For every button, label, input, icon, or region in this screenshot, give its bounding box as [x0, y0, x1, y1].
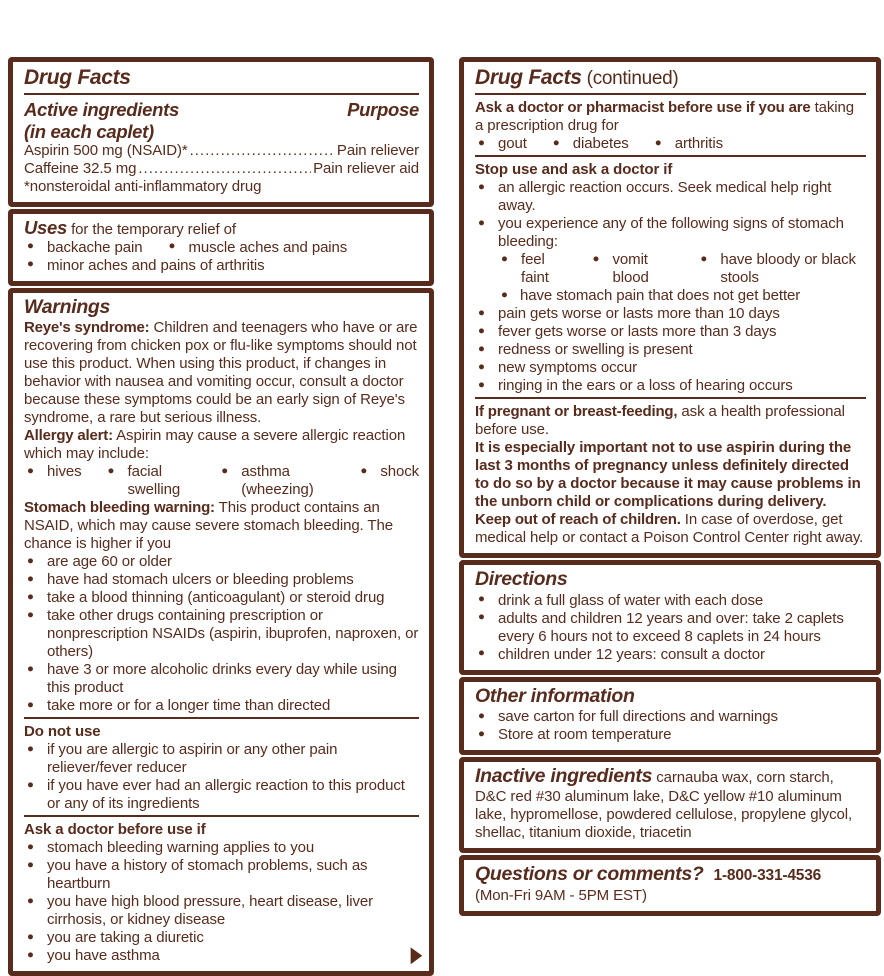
bullet-item: ● you have asthma	[24, 947, 419, 965]
divider	[475, 397, 866, 399]
divider	[475, 93, 866, 95]
bullet-item: ● shock	[360, 463, 419, 499]
divider	[475, 155, 866, 157]
ingredient-row	[24, 142, 419, 160]
dot-leader	[190, 142, 335, 160]
bullet-item: ● drink a full glass of water with each dose	[475, 592, 866, 610]
bullet-item: ● adults and children 12 years and over: take 2 caplets every 6 hours not to exceed 8 caplets in 24 hours	[475, 610, 866, 646]
questions-box	[459, 855, 881, 915]
warnings-box	[8, 288, 434, 976]
bullet-item: ● have had stomach ulcers or bleeding problems	[24, 571, 419, 589]
bullet-item: ● children under 12 years: consult a doctor	[475, 646, 866, 664]
bullet-item: ● fever gets worse or lasts more than 3 days	[475, 323, 866, 341]
bullet-item: ● hives	[27, 463, 82, 499]
inactive-ingredients-heading: Inactive ingredients	[475, 765, 653, 788]
bullet-item: ● take a blood thinning (anticoagulant) or steroid drug	[24, 589, 419, 607]
bullet-item: ● are age 60 or older	[24, 553, 419, 571]
allergy-bullet-row	[24, 463, 419, 499]
other-information-box	[459, 677, 881, 755]
bullet-item: ● take more or for a longer time than directed	[24, 697, 419, 715]
continued-warnings-box	[459, 57, 881, 558]
inactive-ingredients-box	[459, 757, 881, 853]
uses-intro: Uses for the temporary relief of	[24, 216, 236, 238]
bullet-item: ● arthritis	[655, 135, 723, 153]
purpose-heading: Purpose	[347, 99, 419, 121]
bullet-item: ● you experience any of the following signs of stomach bleeding:	[475, 215, 866, 251]
ingredient-row	[24, 160, 419, 178]
warnings-heading: Warnings	[24, 295, 111, 318]
active-ingredients-heading: Active ingredients	[24, 99, 179, 121]
bullet-item: ● an allergic reaction occurs. Seek medical help right away.	[475, 179, 866, 215]
drug-facts-title: Drug Facts	[24, 66, 131, 89]
active-ingredients-header	[24, 99, 419, 142]
drug-facts-continued-title: Drug Facts (continued)	[475, 66, 679, 89]
bullet-item: ● stomach bleeding warning applies to you	[24, 839, 419, 857]
stop-use-heading: Stop use and ask a doctor if	[475, 161, 673, 179]
pregnancy-emphasis: It is especially important not to use aspirin during the last 3 months of pregnancy unless definitely directed to do so by a doctor because it may cause problems in the unborn child or complications during delivery.	[475, 439, 861, 511]
stomach-bleeding-paragraph: Stomach bleeding warning: This product contains an NSAID, which may cause severe stomach bleeding. The chance is higher if you	[24, 499, 393, 553]
divider	[24, 815, 419, 817]
bullet-item: ● redness or swelling is present	[475, 341, 866, 359]
do-not-use-heading: Do not use	[24, 723, 101, 741]
drug-facts-panel-right	[459, 57, 881, 904]
dot-leader	[138, 160, 311, 178]
bullet-item: ● if you are allergic to aspirin or any other pain reliever/fever reducer	[24, 741, 419, 777]
stomach-signs-bullet-row	[498, 251, 866, 287]
other-information-heading: Other information	[475, 684, 635, 707]
pharmacist-label: Ask a doctor or pharmacist before use if you are	[475, 99, 811, 117]
drug-facts-panel-left	[8, 57, 434, 968]
bullet-item: ● have 3 or more alcoholic drinks every day while using this product	[24, 661, 419, 697]
bullet-item: ● diabetes	[553, 135, 629, 153]
continued-label: (continued)	[581, 68, 679, 89]
bullet-item: ● vomit blood	[593, 251, 675, 287]
bullet-item: ● if you have ever had an allergic reaction to this product or any of its ingredients	[24, 777, 419, 813]
ingredient-purpose: Pain reliever aid	[313, 159, 419, 177]
nsaid-footnote: *nonsteroidal anti-inflammatory drug	[24, 177, 262, 195]
reyes-syndrome-paragraph: Reye's syndrome: Children and teenagers who have or are recovering from chicken pox or flu-like symptoms should not use this product. When using this product, if changes in behavior with nausea and vomiting occur, consult a doctor because these symptoms could be an early sign of Reye's syndrome, a rare but serious illness.	[24, 319, 418, 427]
questions-heading: Questions or comments?	[475, 863, 704, 886]
bullet-item: ● have bloody or black stools	[700, 251, 866, 287]
bullet-item: ● minor aches and pains of arthritis	[24, 257, 419, 275]
phone-hours: (Mon-Fri 9AM - 5PM EST)	[475, 886, 647, 904]
bullet-item: ● you have a history of stomach problems, such as heartburn	[24, 857, 419, 893]
divider	[24, 717, 419, 719]
bullet-item: ● save carton for full directions and warnings	[475, 708, 866, 726]
bullet-item: ● pain gets worse or lasts more than 10 days	[475, 305, 866, 323]
bullet-item: ● have stomach pain that does not get better	[475, 287, 866, 305]
active-ingredients-subheading: (in each caplet)	[24, 120, 154, 142]
stomach-bleeding-label: Stomach bleeding warning:	[24, 499, 215, 517]
ingredient-name: Aspirin 500 mg (NSAID)*	[24, 141, 188, 159]
keep-out-of-reach-paragraph: Keep out of reach of children. In case of overdose, get medical help or contact a Poison Control Center right away.	[475, 511, 864, 547]
uses-heading: Uses	[24, 216, 68, 238]
ingredient-name: Caffeine 32.5 mg	[24, 159, 137, 177]
active-ingredients-box	[8, 57, 434, 207]
keep-out-label: Keep out of reach of children.	[475, 511, 681, 529]
ingredient-purpose: Pain reliever	[336, 141, 419, 159]
bullet-item: ● gout	[478, 135, 527, 153]
ask-doctor-heading: Ask a doctor before use if	[24, 821, 206, 839]
directions-box	[459, 560, 881, 674]
questions-header	[475, 863, 866, 886]
phone-number: 1-800-331-4536	[713, 867, 822, 885]
divider	[24, 93, 419, 95]
pregnancy-paragraph: If pregnant or breast-feeding, ask a health professional before use.	[475, 403, 845, 439]
pharmacist-paragraph: Ask a doctor or pharmacist before use if you are taking a prescription drug for	[475, 99, 855, 135]
uses-bullet-row	[24, 239, 419, 257]
bullet-item: ● ringing in the ears or a loss of hearing occurs	[475, 377, 866, 395]
directions-heading: Directions	[475, 568, 568, 591]
uses-box	[8, 209, 434, 286]
continue-arrow-icon: ▶	[410, 943, 422, 968]
bullet-item: ● asthma (wheezing)	[221, 463, 334, 499]
bullet-item: ● new symptoms occur	[475, 359, 866, 377]
allergy-alert-paragraph: Allergy alert: Aspirin may cause a severe allergic reaction which may include:	[24, 427, 406, 463]
bullet-item: ● muscle aches and pains	[168, 239, 347, 257]
bullet-item: ● take other drugs containing prescription or nonprescription NSAIDs (aspirin, ibuprofen, naproxen, or others)	[24, 607, 419, 661]
bullet-item: ● you have high blood pressure, heart disease, liver cirrhosis, or kidney disease	[24, 893, 419, 929]
prescription-bullet-row	[475, 135, 866, 153]
reyes-label: Reye's syndrome:	[24, 319, 150, 337]
allergy-label: Allergy alert:	[24, 427, 113, 445]
bullet-item: ● you are taking a diuretic	[24, 929, 419, 947]
bullet-item: ● facial swelling	[108, 463, 196, 499]
bullet-item: ● Store at room temperature	[475, 726, 866, 744]
inactive-ingredients-paragraph: Inactive ingredients carnauba wax, corn starch, D&C red #30 aluminum lake, D&C yellow #10 aluminum lake, hypromellose, powdered cellulose, propylene glycol, shellac, titanium dioxide, triacetin	[475, 765, 853, 842]
pregnancy-label: If pregnant or breast-feeding,	[475, 403, 678, 421]
bullet-item: ● backache pain	[27, 239, 142, 257]
bullet-item: ● feel faint	[501, 251, 567, 287]
